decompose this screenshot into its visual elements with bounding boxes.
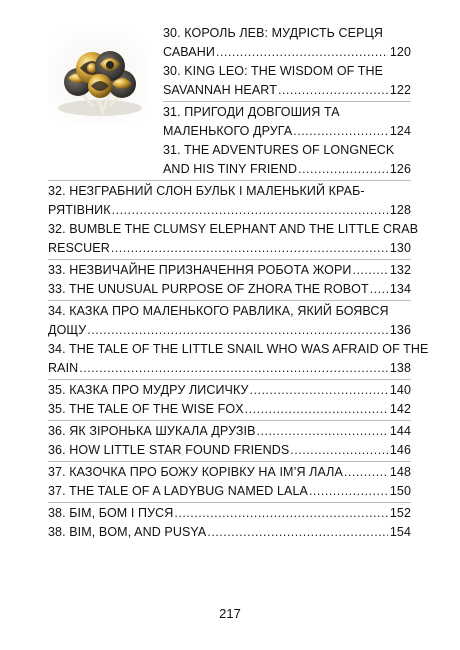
- toc-page-number: 146: [389, 443, 411, 457]
- dot-leader: [298, 162, 388, 177]
- toc-entry-title: САВАНИ: [163, 45, 215, 59]
- toc-page-number: 128: [389, 203, 411, 217]
- toc-entry-title: 33. THE UNUSUAL PURPOSE OF ZHORA THE ROBOT: [48, 282, 369, 296]
- toc-entry-35-ua[interactable]: [48, 383, 411, 398]
- toc-entry-30-ua-line1: [163, 26, 425, 41]
- dot-leader: [111, 241, 388, 256]
- toc-page-number: 122: [389, 83, 411, 97]
- toc-entry-title: 34. THE TALE OF THE LITTLE SNAIL WHO WAS AFRAID OF THE: [48, 342, 429, 356]
- divider: [48, 180, 411, 181]
- toc-entry-37-ua[interactable]: [48, 465, 411, 480]
- toc-entry-title: SAVANNAH HEART: [163, 83, 277, 97]
- toc-page-number: 154: [389, 525, 411, 539]
- toc-entry-title: RAIN: [48, 361, 79, 375]
- dot-leader: [79, 361, 388, 376]
- dot-leader: [174, 506, 387, 521]
- toc-entry-34-ua-line1: [48, 304, 428, 319]
- toc-page-number: 120: [389, 45, 411, 59]
- toc-page-number: 148: [389, 465, 411, 479]
- toc-page-number: 126: [389, 162, 411, 176]
- dot-leader: [257, 424, 388, 439]
- divider: [48, 461, 411, 462]
- toc-entry-33-ua[interactable]: [48, 263, 411, 278]
- dot-leader: [245, 402, 388, 417]
- toc-entry-title: 31. THE ADVENTURES OF LONGNECK: [163, 143, 395, 157]
- toc-entry-title: 36. ЯК ЗІРОНЬКА ШУКАЛА ДРУЗІВ: [48, 424, 256, 438]
- toc-entry-title: 38. BIM, BOM, AND PUSYA: [48, 525, 207, 539]
- divider: [163, 101, 411, 102]
- dot-leader: [216, 45, 388, 60]
- dot-leader: [250, 383, 388, 398]
- toc-entry-title: 33. НЕЗВИЧАЙНЕ ПРИЗНАЧЕННЯ РОБОТА ЖОРИ: [48, 263, 352, 277]
- toc-entry-title: 35. КАЗКА ПРО МУДРУ ЛИСИЧКУ: [48, 383, 249, 397]
- toc-entry-31-ua-line1: [163, 105, 425, 120]
- dot-leader: [290, 443, 388, 458]
- toc-entry-32-ua-line1: [48, 184, 428, 199]
- toc-entry-30-ua[interactable]: [163, 45, 411, 60]
- toc-entry-title: 37. КАЗОЧКА ПРО БОЖУ КОРІВКУ НА ІМ’Я ЛАЛА: [48, 465, 343, 479]
- dot-leader: [352, 263, 387, 278]
- toc-entry-36-ua[interactable]: [48, 424, 411, 439]
- toc-entry-38-ua[interactable]: [48, 506, 411, 521]
- toc-page-number: 134: [389, 282, 411, 296]
- toc-page-number: 144: [389, 424, 411, 438]
- toc-entry-30-en[interactable]: [163, 83, 411, 98]
- toc-entry-title: РЯТІВНИК: [48, 203, 111, 217]
- toc-entry-35-en[interactable]: [48, 402, 411, 417]
- dot-leader: [207, 525, 387, 540]
- toc-page-number: 132: [389, 263, 411, 277]
- toc-page-number: 136: [389, 323, 411, 337]
- dot-leader: [278, 83, 388, 98]
- toc-entry-title: 30. КОРОЛЬ ЛЕВ: МУДРІСТЬ СЕРЦЯ: [163, 26, 384, 40]
- dot-leader: [112, 203, 388, 218]
- toc-entry-title: 34. КАЗКА ПРО МАЛЕНЬКОГО РАВЛИКА, ЯКИЙ БОЯВСЯ: [48, 304, 389, 318]
- toc-entry-34-en-line1: [48, 342, 428, 357]
- divider: [48, 502, 411, 503]
- toc-entry-title: AND HIS TINY FRIEND: [163, 162, 298, 176]
- toc-entry-38-en[interactable]: [48, 525, 411, 540]
- lollipops-image: [48, 24, 148, 124]
- toc-page-number: 124: [389, 124, 411, 138]
- divider: [48, 300, 411, 301]
- dot-leader: [293, 124, 388, 139]
- toc-entry-30-en-line1: [163, 64, 425, 79]
- toc-entry-32-ua[interactable]: [48, 203, 411, 218]
- dot-leader: [309, 484, 388, 499]
- toc-entry-title: 36. HOW LITTLE STAR FOUND FRIENDS: [48, 443, 290, 457]
- divider: [48, 420, 411, 421]
- toc-entry-34-en[interactable]: [48, 361, 411, 376]
- toc-entry-title: 30. KING LEO: THE WISDOM OF THE: [163, 64, 384, 78]
- toc-entry-title: 38. БІМ, БОМ І ПУСЯ: [48, 506, 174, 520]
- page-number: 217: [219, 606, 241, 621]
- toc-entry-31-ua[interactable]: [163, 124, 411, 139]
- toc-entry-31-en-line1: [163, 143, 425, 158]
- toc-entry-34-ua[interactable]: [48, 323, 411, 338]
- dot-leader: [87, 323, 388, 338]
- toc-entry-title: 31. ПРИГОДИ ДОВГОШИЯ ТА: [163, 105, 340, 119]
- toc-entry-31-en[interactable]: [163, 162, 411, 177]
- toc-page-number: 140: [389, 383, 411, 397]
- toc-entry-36-en[interactable]: [48, 443, 411, 458]
- toc-entry-32-en-line1: [48, 222, 428, 237]
- toc-entry-title: ДОЩУ: [48, 323, 87, 337]
- toc-entry-37-en[interactable]: [48, 484, 411, 499]
- dot-leader: [370, 282, 388, 297]
- dot-leader: [344, 465, 388, 480]
- toc-entry-title: МАЛЕНЬКОГО ДРУГА: [163, 124, 293, 138]
- toc-entry-32-en[interactable]: [48, 241, 411, 256]
- toc-page-number: 138: [389, 361, 411, 375]
- toc-entry-title: 32. BUMBLE THE CLUMSY ELEPHANT AND THE LITTLE CRAB: [48, 222, 419, 236]
- divider: [48, 379, 411, 380]
- lollipops-icon: [48, 24, 148, 124]
- toc-entry-33-en[interactable]: [48, 282, 411, 297]
- toc-page-number: 142: [389, 402, 411, 416]
- toc-entry-title: RESCUER: [48, 241, 110, 255]
- toc-entry-title: 32. НЕЗГРАБНИЙ СЛОН БУЛЬК І МАЛЕНЬКИЙ КРАБ-: [48, 184, 365, 198]
- toc-entry-title: 37. THE TALE OF A LADYBUG NAMED LALA: [48, 484, 308, 498]
- toc-page-number: 130: [389, 241, 411, 255]
- toc-page-number: 150: [389, 484, 411, 498]
- toc-page-number: 152: [389, 506, 411, 520]
- divider: [48, 259, 411, 260]
- toc-entry-title: 35. THE TALE OF THE WISE FOX: [48, 402, 244, 416]
